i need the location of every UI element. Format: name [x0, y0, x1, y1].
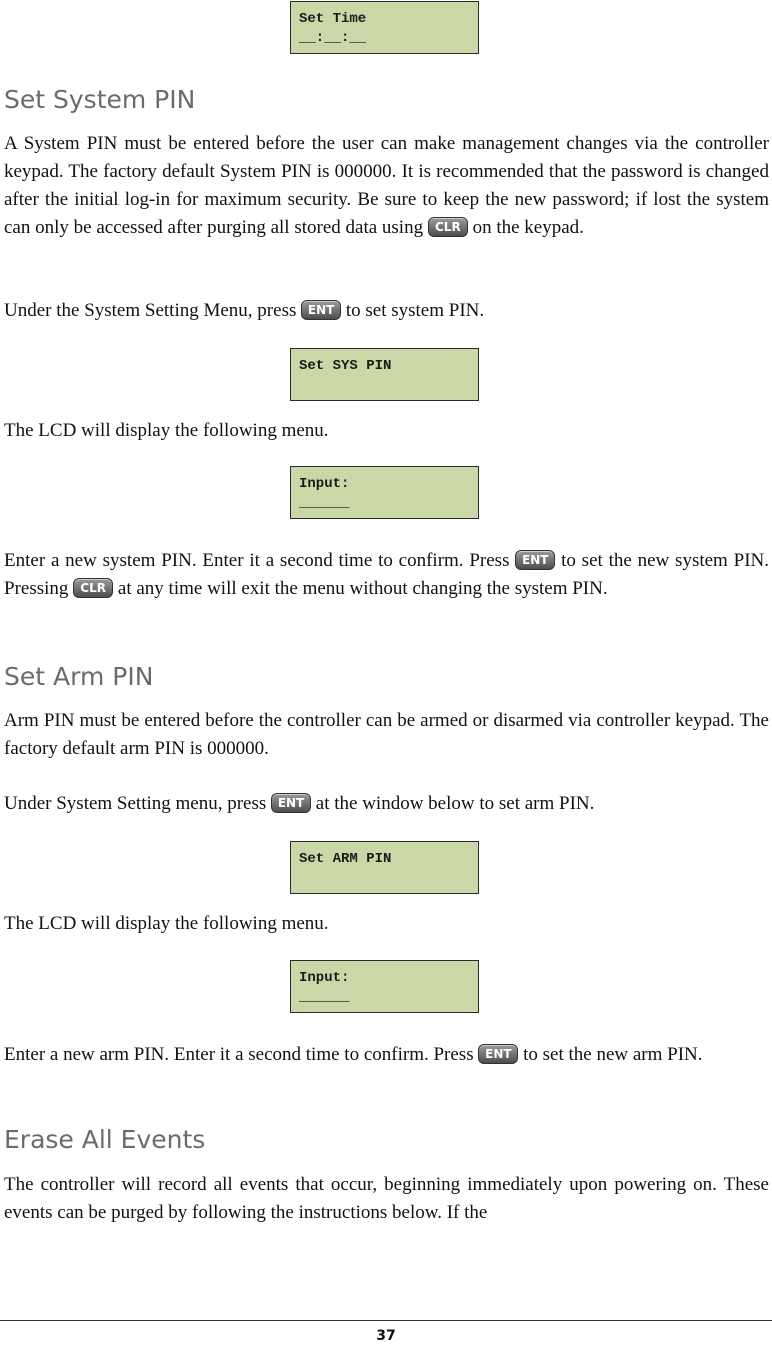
lcd-line-2: ______	[299, 495, 350, 511]
ent-key-icon: ENT	[271, 793, 311, 813]
lcd-arm-pin-input	[290, 960, 479, 1013]
ent-key-icon: ENT	[478, 1044, 518, 1064]
lcd-set-arm-pin	[290, 841, 479, 894]
footer-divider	[0, 1320, 772, 1321]
system-pin-confirm-paragraph: Enter a new system PIN. Enter it a second time to confirm. Press ENT to set the new system PIN. Pressing CLR at any time will exit the menu without changing the system PIN.	[4, 550, 770, 599]
arm-pin-lcd-note: The LCD will display the following menu.	[4, 913, 329, 934]
lcd-sys-pin-input	[290, 466, 479, 519]
ent-key-icon: ENT	[515, 550, 555, 570]
lcd-line-1: Set ARM PIN	[299, 851, 392, 867]
page-number: 37	[376, 1328, 396, 1344]
heading-set-system-pin: Set System PIN	[4, 85, 196, 114]
lcd-line-2: ______	[299, 989, 350, 1005]
arm-pin-instruction: Under System Setting menu, press ENT at the window below to set arm PIN.	[4, 793, 595, 814]
system-pin-instruction: Under the System Setting Menu, press ENT to set system PIN.	[4, 300, 485, 321]
lcd-line-1: Input:	[299, 476, 350, 492]
lcd-line-1: Set SYS PIN	[299, 358, 392, 374]
erase-events-paragraph: The controller will record all events that occur, beginning immediately upon powering on. These events can be purged by following the instructions below. If the	[4, 1174, 769, 1223]
lcd-line-1: Set Time	[299, 11, 367, 27]
lcd-line-1: Input:	[299, 970, 350, 986]
system-pin-lcd-note: The LCD will display the following menu.	[4, 420, 329, 441]
arm-pin-confirm-paragraph: Enter a new arm PIN. Enter it a second time to confirm. Press ENT to set the new arm PIN.	[4, 1044, 703, 1065]
heading-set-arm-pin: Set Arm PIN	[4, 662, 154, 691]
lcd-set-sys-pin	[290, 348, 479, 401]
lcd-line-2: __:__:__	[299, 30, 367, 46]
ent-key-icon: ENT	[301, 300, 341, 320]
system-pin-intro-paragraph: A System PIN must be entered before the user can make management changes via the controller keypad. The factory default System PIN is 000000. It is recommended that the password is changed after the initial log-in for maximum security. Be sure to keep the new password; if lost the system can only be accessed after purging all stored data using CLR on the keypad.	[4, 133, 769, 238]
clr-key-icon: CLR	[73, 578, 113, 598]
clr-key-icon: CLR	[428, 217, 468, 237]
heading-erase-all-events: Erase All Events	[4, 1125, 206, 1154]
lcd-set-time	[290, 1, 479, 54]
arm-pin-intro-paragraph: Arm PIN must be entered before the controller can be armed or disarmed via controller keypad. The factory default arm PIN is 000000.	[4, 710, 769, 759]
